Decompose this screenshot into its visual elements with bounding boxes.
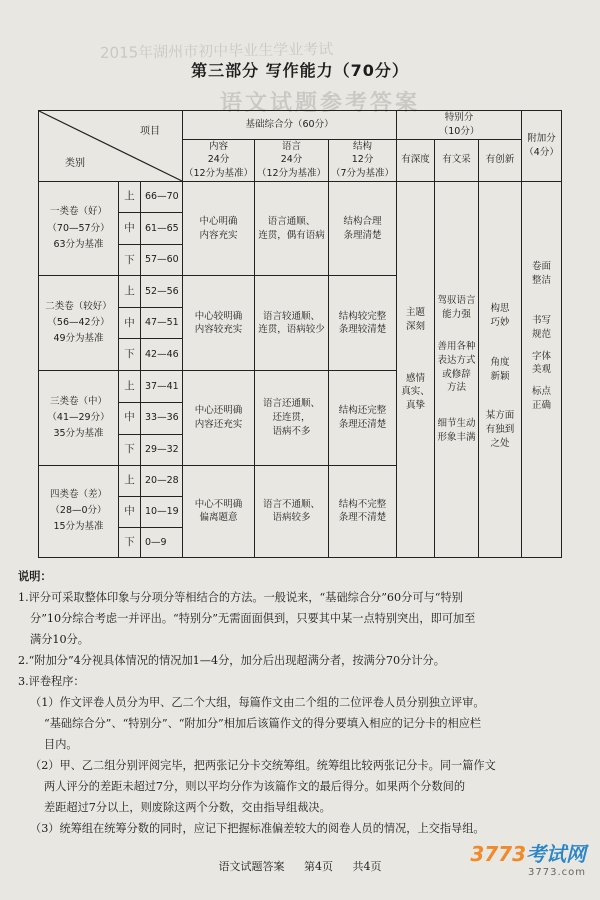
literary-text: 或修辞 bbox=[442, 368, 471, 380]
grade-range: （56—42分） bbox=[47, 317, 110, 329]
grade-4-content bbox=[183, 465, 255, 557]
literary-text: 驾驭语言 bbox=[437, 295, 476, 307]
level-middle: 中 bbox=[119, 308, 141, 339]
score-range: 33—36 bbox=[141, 402, 183, 434]
header-language bbox=[255, 139, 329, 181]
grade-name: 三类卷（中） bbox=[49, 395, 107, 407]
header-basic-score: 基础综合分（60分） bbox=[183, 111, 397, 140]
grade-name: 一类卷（好） bbox=[49, 206, 107, 218]
literary-text: 形象丰满 bbox=[437, 431, 476, 443]
grade-3-content bbox=[183, 371, 255, 465]
score-range: 0—9 bbox=[141, 527, 183, 557]
bleed-through-heading: 2015年湖州市初中毕业生学业考试 bbox=[99, 39, 334, 63]
innovation-text: 之处 bbox=[490, 437, 510, 449]
header-depth: 有深度 bbox=[397, 139, 435, 181]
grade-4-structure bbox=[329, 465, 397, 557]
notes-heading: 说明： bbox=[18, 570, 52, 583]
grade-name: 二类卷（较好） bbox=[45, 301, 112, 313]
level-lower: 下 bbox=[119, 527, 141, 557]
level-lower: 下 bbox=[119, 434, 141, 465]
score-range: 20—28 bbox=[141, 465, 183, 496]
criteria-line: 中心较明确 bbox=[194, 310, 243, 322]
level-middle: 中 bbox=[119, 213, 141, 245]
criteria-line: 条理清楚 bbox=[343, 229, 382, 241]
innovation-column bbox=[479, 182, 522, 558]
note-3a-line: “基础综合分”、“特别分”、“附加分”相加后该篇作文的得分要填入相应的记分卡的相应栏 bbox=[44, 717, 482, 730]
bonus-label: 附加分 bbox=[527, 133, 556, 145]
bonus-text: 美观 bbox=[532, 364, 552, 376]
innovation-text: 某方面 bbox=[485, 410, 515, 422]
bleed-through-title: 语文试题参考答案 bbox=[220, 91, 421, 116]
bonus-points: （4分） bbox=[524, 147, 559, 158]
level-lower: 下 bbox=[119, 245, 141, 276]
language-points: 24分 bbox=[280, 154, 303, 166]
header-item-label: 项目 bbox=[140, 126, 161, 137]
criteria-line: 语言较通顺、 bbox=[263, 310, 321, 322]
innovation-text: 构思 bbox=[490, 303, 510, 315]
innovation-text: 巧妙 bbox=[490, 317, 510, 329]
watermark-url: 3773.com bbox=[528, 867, 586, 878]
grade-1-label bbox=[39, 182, 119, 276]
header-innovation: 有创新 bbox=[479, 139, 522, 181]
table-row bbox=[39, 182, 562, 213]
criteria-line: 结构较完整 bbox=[338, 310, 387, 322]
header-content bbox=[183, 139, 255, 181]
grade-3-label bbox=[39, 371, 119, 465]
grade-1-structure bbox=[329, 182, 397, 276]
level-upper: 上 bbox=[119, 465, 141, 496]
special-label: 特别分 bbox=[444, 112, 474, 124]
literary-column bbox=[435, 182, 479, 558]
grade-2-label bbox=[39, 276, 119, 371]
language-baseline: （12分为基准） bbox=[256, 168, 327, 180]
score-range: 47—51 bbox=[141, 308, 183, 339]
criteria-line: 内容充实 bbox=[199, 229, 238, 241]
content-points: 24分 bbox=[207, 154, 230, 166]
note-1-line: 1.评分可采取整体印象与分项分等相结合的方法。一般说来，“基础综合分”60分可与“特别 bbox=[18, 591, 463, 604]
notes-section bbox=[18, 566, 584, 839]
structure-points: 12分 bbox=[351, 154, 374, 166]
criteria-line: 内容较充实 bbox=[194, 324, 243, 336]
level-upper: 上 bbox=[119, 276, 141, 308]
grade-3-language bbox=[255, 371, 329, 465]
note-3b-line: （2）甲、乙二组分别评阅完毕，把两张记分卡交统筹组。统筹组比较两张记分卡。同一篇作文 bbox=[30, 759, 496, 772]
note-3a-line: （1）作文评卷人员分为甲、乙二个大组，每篇作文由二个组的二位评卷人员分别独立评审。 bbox=[30, 696, 485, 709]
score-range: 42—46 bbox=[141, 339, 183, 371]
bonus-text: 标点 bbox=[532, 386, 552, 398]
grade-baseline: 63分为基准 bbox=[53, 238, 104, 250]
criteria-line: 结构不完整 bbox=[338, 498, 387, 510]
note-3-heading: 3.评卷程序： bbox=[18, 675, 85, 688]
score-range: 37—41 bbox=[141, 371, 183, 402]
criteria-line: 语言不通顺、 bbox=[263, 498, 321, 510]
grade-name: 四类卷（差） bbox=[49, 489, 107, 501]
grade-range: （28—0分） bbox=[50, 505, 107, 517]
footer-page: 第4页 bbox=[304, 860, 333, 873]
note-3b-line: 两人评分的差距未超过7分，则以平均分作为该篇作文的最后得分。如果两个分数间的 bbox=[44, 780, 466, 793]
grade-2-structure bbox=[329, 276, 397, 371]
bonus-text: 正确 bbox=[532, 399, 552, 411]
content-baseline: （12分为基准） bbox=[183, 168, 254, 180]
note-1-line: 满分10分。 bbox=[30, 633, 89, 646]
literary-text: 细节生动 bbox=[437, 418, 476, 430]
grade-1-language bbox=[255, 182, 329, 276]
note-2: 2.“附加分”4分视具体情况的情况加1—4分，加分后出现超满分者，按满分70分计分。 bbox=[18, 654, 445, 667]
bonus-text: 整洁 bbox=[532, 275, 552, 287]
watermark-brand-number: 3773 bbox=[470, 842, 526, 866]
criteria-line: 中心明确 bbox=[199, 215, 238, 227]
depth-text: 深刻 bbox=[406, 320, 426, 332]
depth-text: 感情 bbox=[406, 372, 426, 384]
grade-baseline: 49分为基准 bbox=[53, 333, 104, 345]
section-title: 第三部分 写作能力（70分） bbox=[191, 61, 409, 80]
criteria-line: 还连贯， bbox=[272, 412, 311, 424]
grade-3-structure bbox=[329, 371, 397, 465]
score-range: 10—19 bbox=[141, 496, 183, 527]
criteria-line: 中心还明确 bbox=[194, 405, 243, 417]
depth-text: 主题 bbox=[406, 307, 426, 319]
literary-text: 能力强 bbox=[442, 309, 471, 321]
special-points: （10分） bbox=[438, 125, 480, 137]
criteria-line: 偏离题意 bbox=[199, 512, 238, 524]
criteria-line: 结构还完整 bbox=[338, 405, 387, 417]
criteria-line: 结构合理 bbox=[343, 215, 382, 227]
note-3c: （3）统筹组在统筹分数的同时，应记下把握标准偏差较大的阅卷人员的情况，上交指导组。 bbox=[30, 822, 485, 835]
literary-text: 表达方式 bbox=[437, 354, 476, 366]
grade-4-language bbox=[255, 465, 329, 557]
site-watermark bbox=[470, 838, 586, 878]
note-1-line: 分”10分综合考虑一并评出。“特别分”无需面面俱到，只要其中某一点特别突出，即可加至 bbox=[30, 612, 476, 625]
criteria-line: 语言还通顺、 bbox=[263, 398, 321, 410]
footer-total: 共4页 bbox=[352, 860, 382, 873]
header-structure bbox=[329, 139, 397, 181]
criteria-line: 条理不清楚 bbox=[338, 512, 387, 524]
criteria-line: 连贯，偶有语病 bbox=[258, 229, 325, 241]
structure-label: 结构 bbox=[353, 140, 373, 152]
literary-text: 善用各种 bbox=[437, 340, 476, 352]
depth-text: 真挚 bbox=[406, 400, 426, 412]
level-upper: 上 bbox=[119, 182, 141, 213]
innovation-text: 有独到 bbox=[485, 424, 515, 436]
criteria-line: 条理较清楚 bbox=[338, 324, 387, 336]
criteria-line: 语病较多 bbox=[272, 512, 311, 524]
criteria-line: 语言通顺、 bbox=[267, 215, 316, 227]
literary-text: 方法 bbox=[447, 382, 467, 394]
header-bonus-score bbox=[522, 111, 562, 182]
bonus-text: 规范 bbox=[532, 328, 552, 340]
level-middle: 中 bbox=[119, 402, 141, 434]
score-range: 57—60 bbox=[141, 245, 183, 276]
criteria-line: 内容还充实 bbox=[194, 419, 243, 431]
innovation-text: 新颖 bbox=[490, 370, 510, 382]
header-diagonal-cell bbox=[39, 111, 183, 182]
bonus-text: 字体 bbox=[532, 350, 552, 362]
header-literary: 有文采 bbox=[435, 139, 479, 181]
watermark-brand-text: 考试网 bbox=[526, 842, 586, 866]
criteria-line: 条理还清楚 bbox=[338, 419, 387, 431]
grade-range: （70—57分） bbox=[47, 222, 110, 234]
content-label: 内容 bbox=[209, 140, 229, 152]
level-upper: 上 bbox=[119, 371, 141, 402]
language-label: 语言 bbox=[282, 140, 302, 152]
score-range: 61—65 bbox=[141, 213, 183, 245]
criteria-line: 中心不明确 bbox=[194, 498, 243, 510]
grade-baseline: 35分为基准 bbox=[53, 428, 104, 440]
header-special-score bbox=[397, 111, 522, 140]
grade-2-language bbox=[255, 276, 329, 371]
scoring-table bbox=[38, 110, 562, 558]
footer-subject: 语文试题答案 bbox=[218, 860, 285, 873]
header-category-label: 类别 bbox=[65, 157, 85, 169]
criteria-line: 语病不多 bbox=[272, 425, 311, 437]
grade-range: （41—29分） bbox=[47, 412, 110, 424]
diagonal-line bbox=[39, 111, 182, 181]
grade-2-content bbox=[183, 276, 255, 371]
structure-baseline: （7分为基准） bbox=[331, 168, 395, 180]
score-range: 52—56 bbox=[141, 276, 183, 308]
criteria-line: 连贯，语病较少 bbox=[258, 324, 325, 336]
level-lower: 下 bbox=[119, 339, 141, 371]
grade-4-label bbox=[39, 465, 119, 557]
note-3a-line: 目内。 bbox=[44, 738, 78, 751]
watermark-logo bbox=[470, 838, 586, 867]
grade-1-content bbox=[183, 182, 255, 276]
depth-text: 真实、 bbox=[401, 386, 430, 398]
note-3b-line: 差距超过7分以上，则废除这两个分数，交由指导组裁决。 bbox=[44, 801, 331, 814]
innovation-text: 角度 bbox=[490, 356, 510, 368]
level-middle: 中 bbox=[119, 496, 141, 527]
bonus-text: 卷面 bbox=[532, 261, 552, 273]
score-range: 29—32 bbox=[141, 434, 183, 465]
bonus-column bbox=[522, 182, 562, 558]
score-range: 66—70 bbox=[141, 182, 183, 213]
grade-baseline: 15分为基准 bbox=[53, 521, 104, 533]
depth-column bbox=[397, 182, 435, 558]
bonus-text: 书写 bbox=[532, 314, 552, 326]
